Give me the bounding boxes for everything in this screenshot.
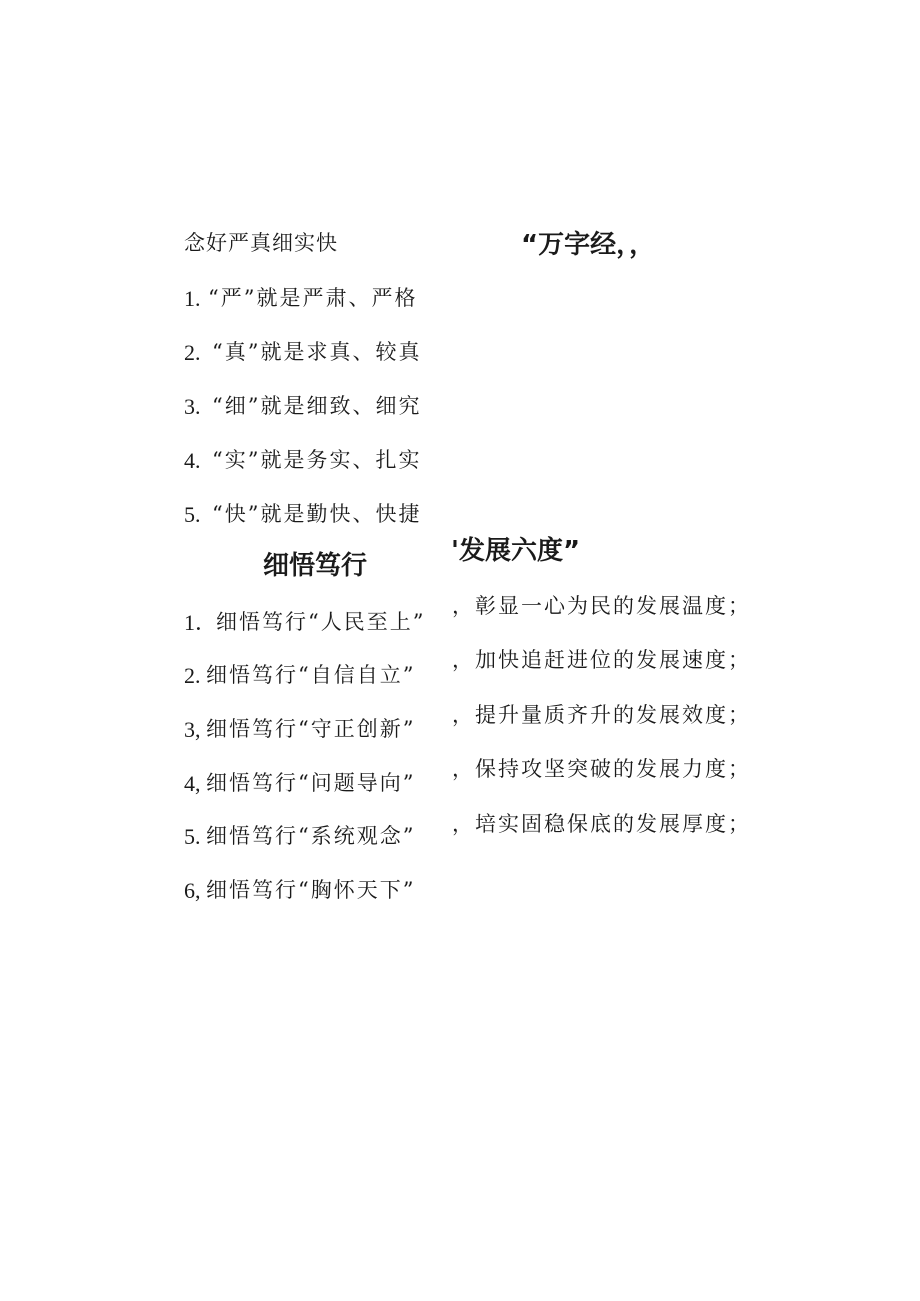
item-number: 3, (184, 717, 201, 742)
item-text: “真”就是求真、较真 (212, 340, 422, 364)
item-number: 1. (184, 286, 201, 311)
item-text: 细悟笃行“胸怀天下” (206, 878, 416, 902)
item-text: 细悟笃行“人民至上” (216, 610, 426, 634)
item-number: 6, (184, 878, 201, 903)
item-text: 细悟笃行“自信自立” (206, 663, 416, 687)
item-number: 5. (184, 824, 201, 849)
item-text: “细”就是细致、细究 (212, 394, 422, 418)
item-number: 4. (184, 448, 201, 473)
section2-title-left: 细悟笃行 (263, 551, 368, 581)
item-text: 细悟笃行“问题导向” (206, 771, 416, 795)
item-number: 2. (184, 663, 201, 688)
section2-title-right: '发展六度” (451, 536, 581, 566)
item-text: “实”就是务实、扎实 (212, 448, 422, 472)
section1-title-right: “万字经，， (521, 230, 656, 260)
section1-title-left: 念好严真细实快 (184, 231, 338, 255)
item-tail: ，培实固稳保底的发展厚度； (452, 812, 751, 836)
item-tail: ，彰显一心为民的发展温度； (452, 594, 751, 618)
item-tail: ，提升量质齐升的发展效度； (452, 703, 751, 727)
item-number: 5. (184, 502, 201, 527)
item-number: 2. (184, 340, 201, 365)
item-number: 4, (184, 771, 201, 796)
item-number: 1． (184, 610, 218, 635)
item-tail: ，加快追赶进位的发展速度； (452, 648, 751, 672)
item-tail: ，保持攻坚突破的发展力度； (452, 757, 751, 781)
item-number: 3. (184, 394, 201, 419)
item-text: 细悟笃行“守正创新” (206, 717, 416, 741)
item-text: “快”就是勤快、快捷 (212, 502, 422, 526)
item-text: 细悟笃行“系统观念” (206, 824, 416, 848)
item-text: “严”就是严肃、严格 (208, 286, 418, 310)
